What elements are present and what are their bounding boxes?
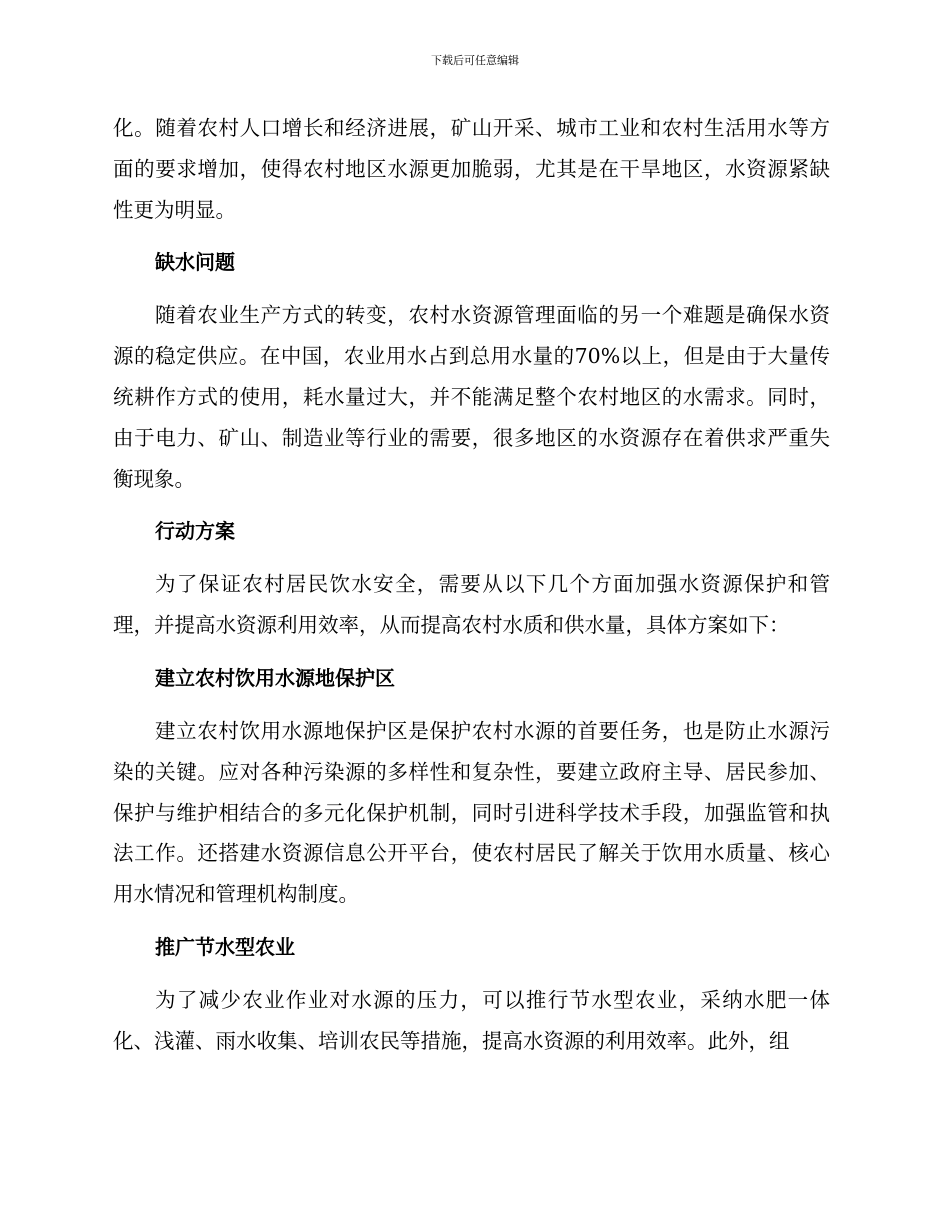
paragraph-water-shortage: 随着农业生产方式的转变，农村水资源管理面临的另一个难题是确保水资源的稳定供应。在中国，农业用水占到总用水量的70%以上，但是由于大量传统耕作方式的使用，耗水量过大，并不能满足整个农村地区的水需求。同时，由于电力、矿山、制造业等行业的需要，很多地区的水资源存在着供求严重失衡现象。 bbox=[113, 303, 830, 491]
document-body bbox=[113, 108, 830, 1062]
paragraph-intro-continued: 化。随着农村人口增长和经济进展，矿山开采、城市工业和农村生活用水等方面的要求增加，使得农村地区水源更加脆弱，尤其是在干旱地区，水资源紧缺性更为明显。 bbox=[113, 116, 830, 222]
heading-water-shortage: 缺水问题 bbox=[155, 250, 235, 275]
paragraph-protection-zone: 建立农村饮用水源地保护区是保护农村水源的首要任务，也是防止水源污染的关键。应对各种污染源的多样性和复杂性，要建立政府主导、居民参加、保护与维护相结合的多元化保护机制，同时引进科学技术手段，加强监管和执法工作。还搭建水资源信息公开平台，使农村居民了解关于饮用水质量、核心用水情况和管理机构制度。 bbox=[113, 718, 830, 907]
paragraph-water-saving-agriculture: 为了减少农业作业对水源的压力，可以推行节水型农业，采纳水肥一体化、浅灌、雨水收集、培训农民等措施，提高水资源的利用效率。此外，组 bbox=[113, 987, 830, 1053]
heading-water-saving-agriculture: 推广节水型农业 bbox=[155, 934, 295, 959]
paragraph-action-plan: 为了保证农村居民饮水安全，需要从以下几个方面加强水资源保护和管理，并提高水资源利用效率，从而提高农村水质和供水量，具体方案如下： bbox=[113, 572, 830, 638]
page-header: 下载后可任意编辑 bbox=[431, 54, 519, 67]
heading-protection-zone: 建立农村饮用水源地保护区 bbox=[155, 665, 395, 690]
heading-action-plan: 行动方案 bbox=[155, 519, 235, 544]
